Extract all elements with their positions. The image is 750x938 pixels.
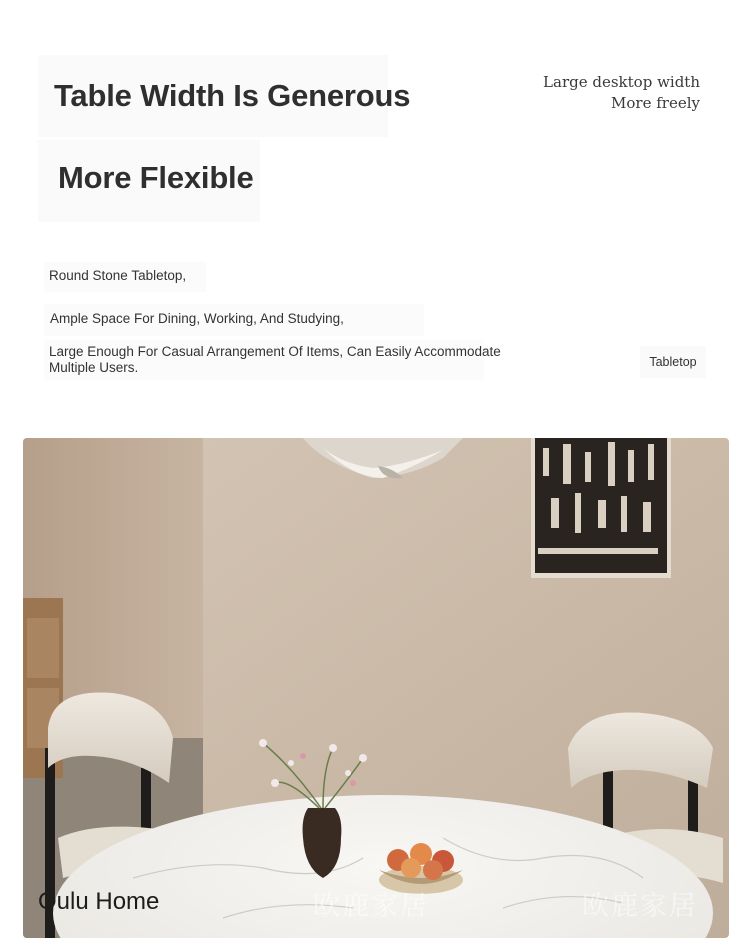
- watermark-text-2: 欧鹿家居: [582, 891, 698, 922]
- description-line-2: Ample Space For Dining, Working, And Studying,: [50, 311, 344, 326]
- description-line-3b: Multiple Users.: [49, 360, 139, 375]
- tagline-line-1: Large desktop width: [543, 73, 700, 91]
- brand-logo-text: Oulu Home: [38, 888, 160, 915]
- product-photo: [23, 438, 729, 938]
- tabletop-tag: Tabletop: [640, 346, 706, 378]
- wall-art: [531, 438, 671, 578]
- description-line-3: [49, 344, 501, 376]
- page-title-line-2: More Flexible: [58, 160, 254, 195]
- tagline: [543, 72, 700, 114]
- description-line-3a: Large Enough For Casual Arrangement Of Items, Can Easily Accommodate: [49, 344, 501, 359]
- watermark-text-1: 欧鹿家居: [313, 891, 429, 922]
- tagline-line-2: More freely: [611, 94, 700, 112]
- description-line-1: Round Stone Tabletop,: [49, 268, 187, 283]
- page-title-line-1: Table Width Is Generous: [54, 78, 411, 113]
